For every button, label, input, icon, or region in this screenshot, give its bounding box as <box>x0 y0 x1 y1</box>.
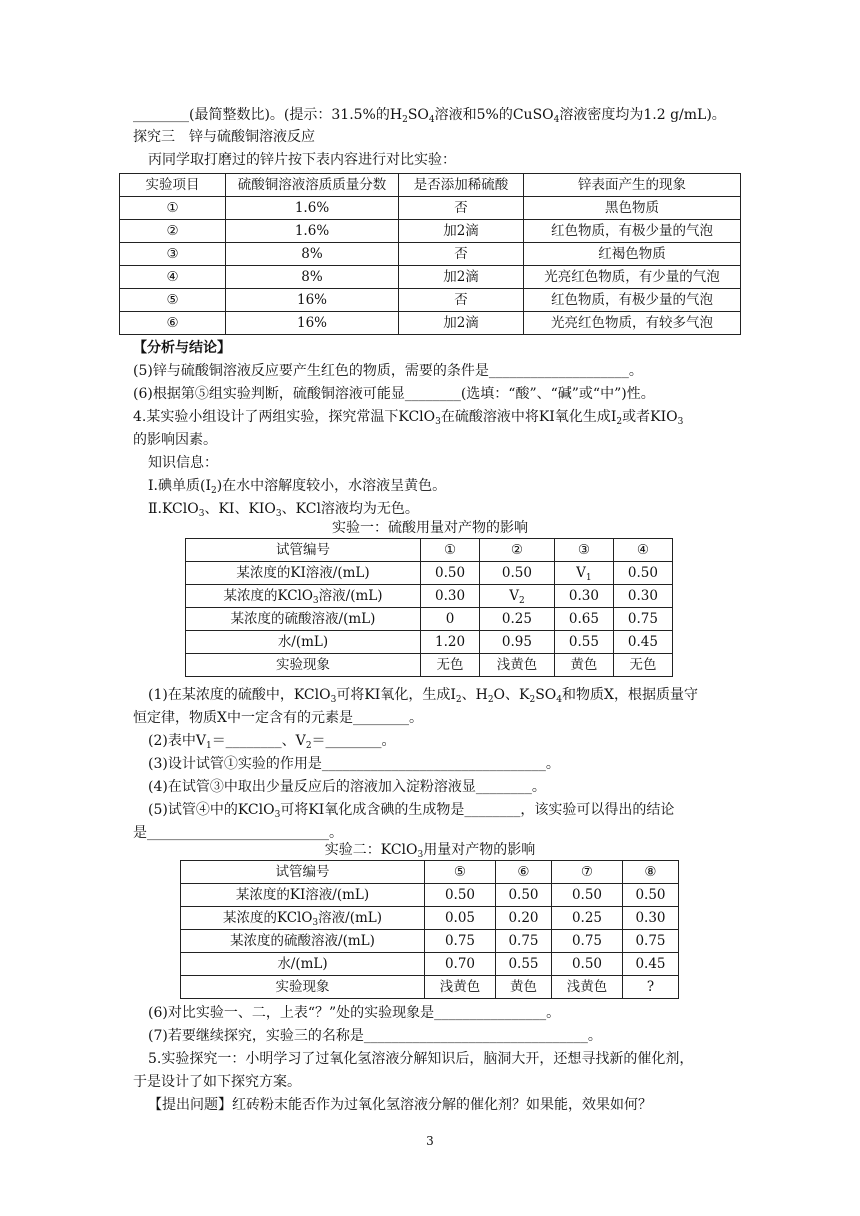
cell: 实验现象 <box>186 654 421 677</box>
experiment-2-table <box>180 860 679 999</box>
header-cell: 锌表面产生的现象 <box>524 174 741 197</box>
cell: 光亮红色物质，有少量的气泡 <box>524 266 741 289</box>
exp1-question-1-line-1: (1)在某浓度的硫酸中，KClO$_3$可将KI氧化，生成$I_2$、$H_2O$、$K_2SO_4$和物质X，根据质量守 <box>148 687 698 705</box>
cell: 某浓度的KClO$_3$溶液/(mL) <box>181 907 425 930</box>
cell: 红色物质，有极少量的气泡 <box>524 220 741 243</box>
cell: 0.05 <box>425 907 496 930</box>
table-header-row <box>186 539 673 562</box>
cell: 0.50 <box>613 562 672 585</box>
cell: 0.45 <box>622 953 678 976</box>
cell: 试管编号 <box>181 861 425 884</box>
cell: ② <box>120 220 226 243</box>
table-row <box>186 631 673 654</box>
cell: 0.65 <box>554 608 613 631</box>
cell: 水/(mL) <box>181 953 425 976</box>
cell: ⑥ <box>120 312 226 335</box>
problem-4-line-2: 的影响因素。 <box>133 432 217 448</box>
cell: 0.25 <box>480 608 555 631</box>
table-row <box>120 197 741 220</box>
cell: 0.70 <box>425 953 496 976</box>
cell: 无色 <box>421 654 480 677</box>
cell: 加2滴 <box>399 220 524 243</box>
cell: 浅黄色 <box>480 654 555 677</box>
info-item-2: Ⅱ.KClO$_3$、KI、$KIO_3$、KCl溶液均为无色。 <box>148 501 419 519</box>
page-number: 3 <box>426 1134 434 1148</box>
table-row <box>181 884 679 907</box>
cell: ④ <box>120 266 226 289</box>
cell: 0.95 <box>480 631 555 654</box>
exp1-question-4: (4)在试管③中取出少量反应后的溶液加入淀粉溶液显________。 <box>148 779 546 795</box>
info-heading: 知识信息： <box>148 455 218 471</box>
cell: 16% <box>226 289 399 312</box>
cell: ③ <box>554 539 613 562</box>
table-row <box>120 243 741 266</box>
cell: 红褐色物质 <box>524 243 741 266</box>
cell: 某浓度的硫酸溶液/(mL) <box>186 608 421 631</box>
cell: ⑤ <box>120 289 226 312</box>
table-row <box>186 654 673 677</box>
cell: 红色物质，有极少量的气泡 <box>524 289 741 312</box>
question-6: (6)根据第⑤组实验判断，硫酸铜溶液可能显________(选填：“酸”、“碱”或“中”)性。 <box>133 386 655 402</box>
cell: ? <box>622 976 678 999</box>
cell: 0.75 <box>613 608 672 631</box>
cell: 无色 <box>613 654 672 677</box>
cell: 加2滴 <box>399 312 524 335</box>
cell: $V_2$ <box>480 585 555 608</box>
analysis-heading: 【分析与结论】 <box>133 340 231 356</box>
cell: 某浓度的硫酸溶液/(mL) <box>181 930 425 953</box>
experiment-1-caption: 实验一：硫酸用量对产物的影响 <box>332 520 528 536</box>
exp1-question-2: (2)表中$V_1=\_\_\_\_\_\_\_\_$、$V_2=\_\_\_\_\_\_\_\_$。 <box>148 733 396 751</box>
cell: 否 <box>399 197 524 220</box>
table-row <box>120 266 741 289</box>
section-title-3: 探究三 锌与硫酸铜溶液反应 <box>133 129 315 145</box>
cell: 某浓度的KI溶液/(mL) <box>181 884 425 907</box>
cell: ⑤ <box>425 861 496 884</box>
cell: 0.75 <box>622 930 678 953</box>
cell: 某浓度的KClO$_3$溶液/(mL) <box>186 585 421 608</box>
cell: 8% <box>226 266 399 289</box>
table-row <box>181 953 679 976</box>
problem-5-question: 【提出问题】红砖粉末能否作为过氧化氢溶液分解的催化剂？如果能，效果如何？ <box>148 1097 652 1113</box>
exp2-question-7: (7)若要继续探究，实验三的名称是________________________________。 <box>148 1028 602 1044</box>
cell: 0.55 <box>554 631 613 654</box>
cell: 0.30 <box>613 585 672 608</box>
cell: 0.50 <box>421 562 480 585</box>
cell: 否 <box>399 243 524 266</box>
intro-line: 丙同学取打磨过的锌片按下表内容进行对比实验： <box>148 152 456 168</box>
cell: 16% <box>226 312 399 335</box>
header-cell: 硫酸铜溶液溶质质量分数 <box>226 174 399 197</box>
exp1-question-5: (5)试管④中的KClO$_3$可将KI氧化成含碘的生成物是________，该实验可以得出的结论 <box>148 802 675 820</box>
cell: ⑦ <box>551 861 622 884</box>
cell: ④ <box>613 539 672 562</box>
table-row <box>120 289 741 312</box>
table-header-row <box>120 174 741 197</box>
exp2-question-6: (6)对比实验一、二，上表“？”处的实验现象是________________。 <box>148 1005 561 1021</box>
cell: 0.30 <box>421 585 480 608</box>
cell: ① <box>120 197 226 220</box>
cell: 光亮红色物质，有较多气泡 <box>524 312 741 335</box>
cell: 某浓度的KI溶液/(mL) <box>186 562 421 585</box>
cell: 浅黄色 <box>425 976 496 999</box>
table-row <box>120 220 741 243</box>
cell: 0.50 <box>495 884 551 907</box>
table-row <box>186 562 673 585</box>
cell: 0.75 <box>495 930 551 953</box>
zinc-experiment-table <box>119 173 741 335</box>
cell: ③ <box>120 243 226 266</box>
cell: 0.30 <box>554 585 613 608</box>
problem-5-line-2: 于是设计了如下探究方案。 <box>133 1074 301 1090</box>
cell: 加2滴 <box>399 266 524 289</box>
cell: 0.50 <box>480 562 555 585</box>
cell: 实验现象 <box>181 976 425 999</box>
table-row <box>181 976 679 999</box>
table-row <box>181 930 679 953</box>
cell: 0.50 <box>622 884 678 907</box>
problem-4-line-1: 4.某实验小组设计了两组实验，探究常温下KClO$_3$在硫酸溶液中将KI氧化生成$I_2$或者$KIO_3$ <box>133 409 684 427</box>
cell: 0.55 <box>495 953 551 976</box>
cell: ① <box>421 539 480 562</box>
cell: 0.50 <box>551 884 622 907</box>
cell: 0.20 <box>495 907 551 930</box>
experiment-1-table <box>185 538 673 677</box>
cell: ② <box>480 539 555 562</box>
cell: $V_1$ <box>554 562 613 585</box>
cell: 黄色 <box>495 976 551 999</box>
experiment-2-caption: 实验二：KClO$_3$用量对产物的影响 <box>324 842 536 860</box>
info-item-1: Ⅰ.碘单质$(I_2)$在水中溶解度较小，水溶液呈黄色。 <box>148 478 447 496</box>
header-cell: 是否添加稀硫酸 <box>399 174 524 197</box>
cell: 0.45 <box>613 631 672 654</box>
cell: 0.30 <box>622 907 678 930</box>
cell: 黑色物质 <box>524 197 741 220</box>
table-row <box>181 907 679 930</box>
cell: 0 <box>421 608 480 631</box>
table-row <box>186 608 673 631</box>
cell: 1.6% <box>226 220 399 243</box>
cell: 1.6% <box>226 197 399 220</box>
cell: 0.50 <box>551 953 622 976</box>
table-row <box>186 585 673 608</box>
cell: 0.75 <box>425 930 496 953</box>
question-5: (5)锌与硫酸铜溶液反应要产生红色的物质，需要的条件是____________________。 <box>133 363 643 379</box>
exp1-question-5-line-2: 是__________________________。 <box>133 825 343 841</box>
header-cell: 实验项目 <box>120 174 226 197</box>
cell: ⑥ <box>495 861 551 884</box>
cell: ⑧ <box>622 861 678 884</box>
cell: 0.25 <box>551 907 622 930</box>
table-row <box>120 312 741 335</box>
cell: 1.20 <box>421 631 480 654</box>
line-density-hint: ________(最简整数比)。(提示：31.5%的$H_2SO_4$溶液和5%的CuSO$_4$溶液密度均为1.2 g/mL)。 <box>133 107 726 125</box>
cell: 水/(mL) <box>186 631 421 654</box>
cell: 浅黄色 <box>551 976 622 999</box>
problem-5-line-1: 5.实验探究一：小明学习了过氧化氢溶液分解知识后，脑洞大开，还想寻找新的催化剂， <box>148 1051 694 1067</box>
cell: 0.50 <box>425 884 496 907</box>
cell: 0.75 <box>551 930 622 953</box>
exp1-question-1-line-2: 恒定律，物质X中一定含有的元素是________。 <box>133 710 423 726</box>
cell: 黄色 <box>554 654 613 677</box>
cell: 试管编号 <box>186 539 421 562</box>
cell: 否 <box>399 289 524 312</box>
exp1-question-3: (3)设计试管①实验的作用是________________________________。 <box>148 756 560 772</box>
table-header-row <box>181 861 679 884</box>
cell: 8% <box>226 243 399 266</box>
